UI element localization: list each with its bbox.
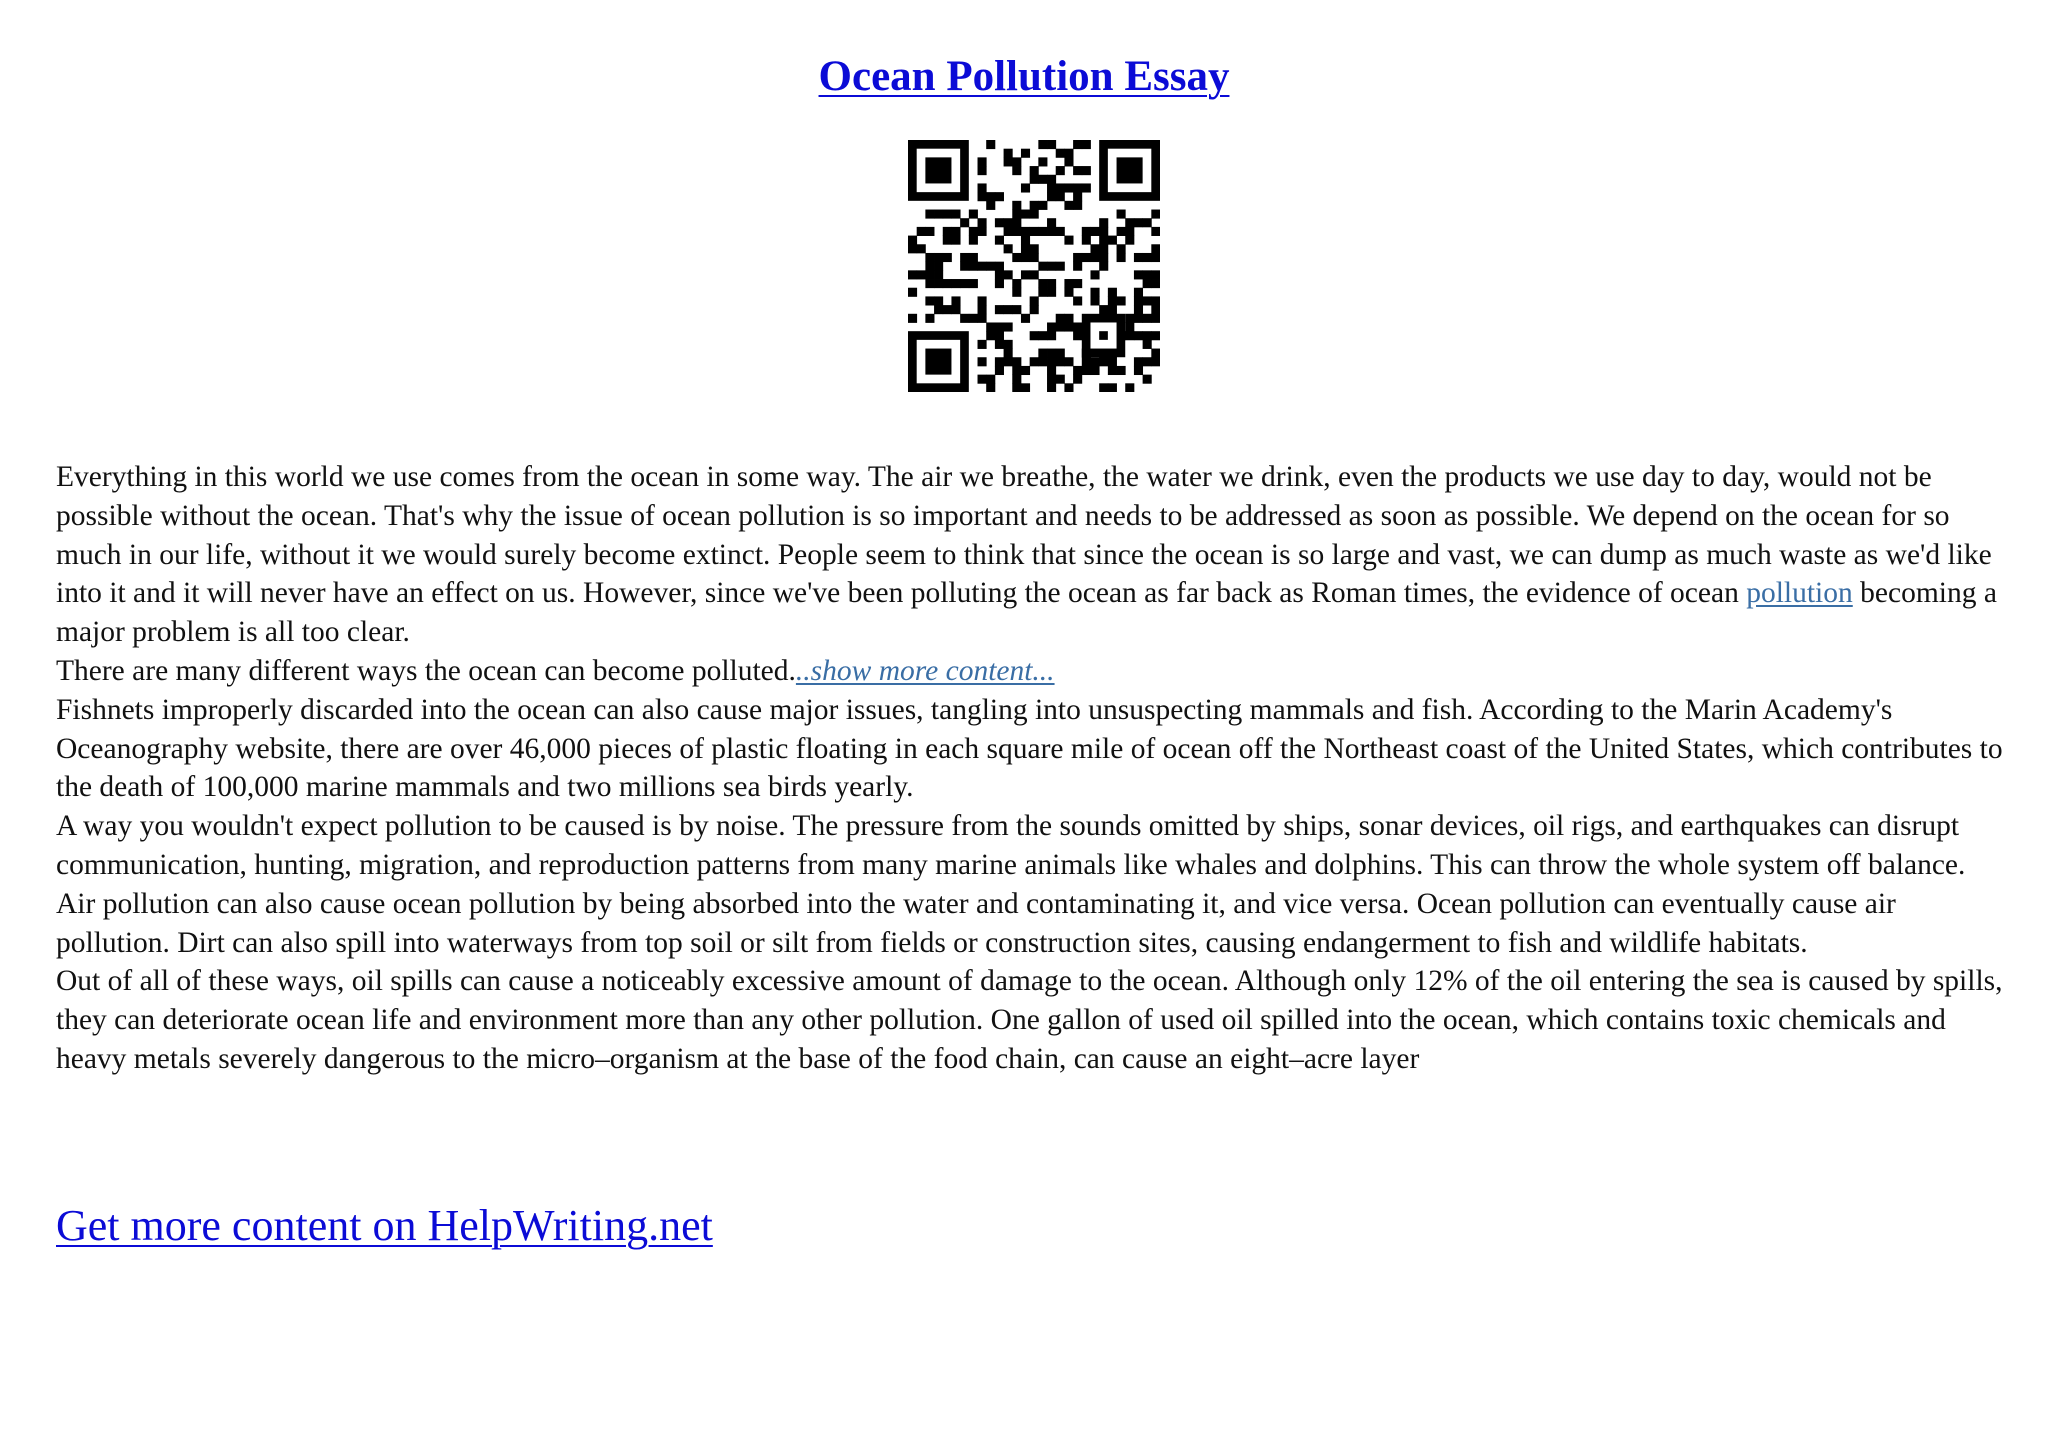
essay-body xyxy=(56,458,2006,1079)
qr-code-graphic xyxy=(908,140,1160,392)
paragraph-1-text: Everything in this world we use comes from the ocean in some way. The air we breathe, the water we drink, even the products we use day to day, would not be possible without the ocean. That's why the issue of ocean pollution is so important and needs to be addressed as soon as possible. We depend on the ocean for so much in our life, without it we would surely become extinct. People seem to think that since the ocean is so large and vast, we can dump as much waste as we'd like into it and it will never have an effect on us. However, since we've been polluting the ocean as far back as Roman times, the evidence of ocean xyxy=(56,461,1992,610)
title-container xyxy=(0,52,2048,101)
pollution-link[interactable]: pollution xyxy=(1746,577,1853,610)
paragraph-3: Fishnets improperly discarded into the ocean can also cause major issues, tangling into unsuspecting mammals and fish. According to the Marin Academy's Oceanography website, there are over 46,000 pieces of plastic floating in each square mile of ocean off the Northeast coast of the United States, which contributes to the death of 100,000 marine mammals and two millions sea birds yearly. xyxy=(56,693,2003,804)
show-more-content-link[interactable]: ..show more content... xyxy=(795,654,1055,687)
paragraph-1 xyxy=(56,458,2006,652)
paragraph-4: A way you wouldn't expect pollution to be caused is by noise. The pressure from the sounds omitted by ships, sonar devices, oil rigs, and earthquakes can disrupt communication, hunting, migration, and reproduction patterns from many marine animals like whales and dolphins. This can throw the whole system off balance. Air pollution can also cause ocean pollution by being absorbed into the water and contaminating it, and vice versa. Ocean pollution can eventually cause air pollution. Dirt can also spill into waterways from top soil or silt from fields or construction sites, causing endangerment to fish and wildlife habitats. xyxy=(56,810,1966,959)
paragraph-2-text: There are many different ways the ocean can become polluted. xyxy=(56,654,796,687)
page-title-link[interactable]: Ocean Pollution Essay xyxy=(818,53,1230,100)
paragraph-1-text-end: becoming a major problem is all too clear. xyxy=(56,577,1997,649)
get-more-content-link[interactable]: Get more content on HelpWriting.net xyxy=(56,1201,713,1250)
paragraph-5: Out of all of these ways, oil spills can cause a noticeably excessive amount of damage to the ocean. Although only 12% of the oil entering the sea is caused by spills, they can deteriorate ocean life and environment more than any other pollution. One gallon of used oil spilled into the ocean, which contains toxic chemicals and heavy metals severely dangerous to the micro–organism at the base of the food chain, can cause an eight–acre layer xyxy=(56,965,2003,1075)
qr-code-icon xyxy=(908,140,1160,392)
paragraph-2 xyxy=(56,652,2006,691)
